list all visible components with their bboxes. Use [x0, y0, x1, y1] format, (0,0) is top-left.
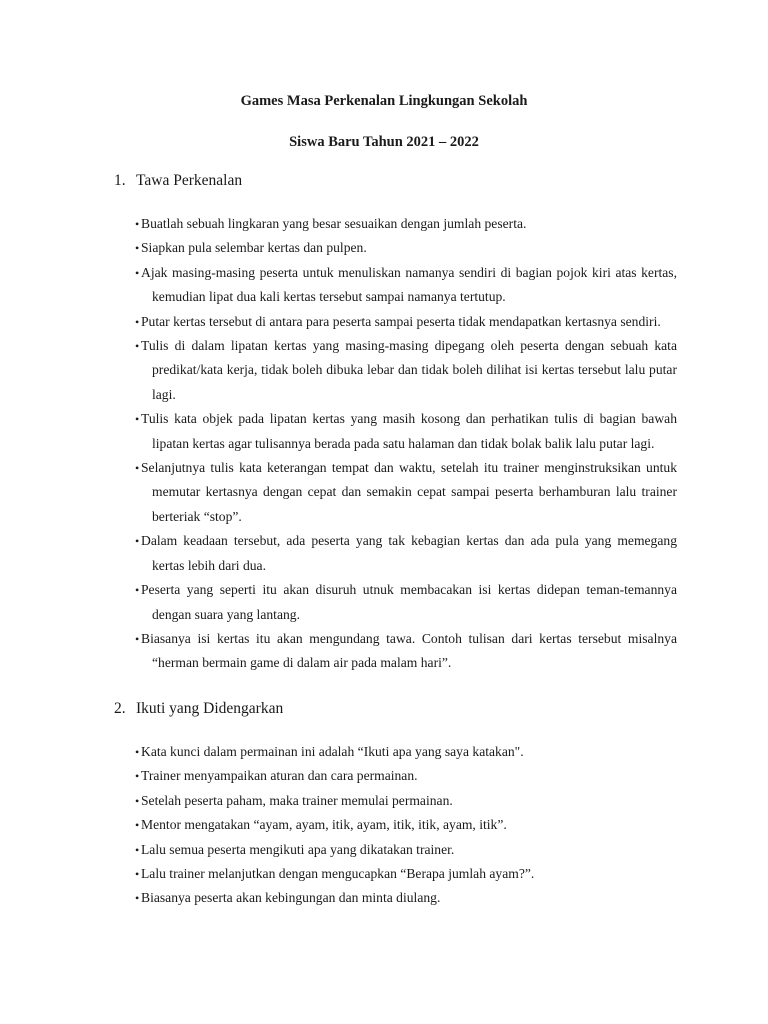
list-item: • Ajak masing-masing peserta untuk menuliskan namanya sendiri di bagian pojok kiri atas kertas, kemudian lipat dua kali kertas tersebut sampai namanya tertutup.	[130, 261, 677, 310]
list-item: • Kata kunci dalam permainan ini adalah “Ikuti apa yang saya katakan".	[130, 740, 677, 764]
bullet-icon: •	[135, 314, 140, 329]
section-title: Tawa Perkenalan	[136, 172, 243, 189]
section-number: 2.	[114, 700, 126, 717]
section-number: 1.	[114, 172, 126, 189]
bullet-icon: •	[135, 631, 140, 646]
list-item: • Biasanya isi kertas itu akan mengundang tawa. Contoh tulisan dari kertas tersebut misalnya “herman bermain game di dalam air pada malam hari”.	[130, 627, 677, 676]
list-item: • Tulis di dalam lipatan kertas yang masing-masing dipegang oleh peserta dengan sebuah kata predikat/kata kerja, tidak boleh dibuka lebar dan tidak boleh dilihat isi kertas tersebut lalu putar lagi.	[130, 334, 677, 407]
list-item: • Tulis kata objek pada lipatan kertas yang masih kosong dan perhatikan tulis di bagian bawah lipatan kertas agar tulisannya berada pada satu halaman dan tidak bolak balik lalu putar lagi.	[130, 407, 677, 456]
bullet-icon: •	[135, 241, 140, 256]
section-1-list	[130, 212, 677, 676]
list-item: • Biasanya peserta akan kebingungan dan minta diulang.	[130, 886, 677, 910]
bullet-icon: •	[135, 534, 140, 549]
list-item: • Lalu semua peserta mengikuti apa yang dikatakan trainer.	[130, 838, 677, 862]
list-item: • Mentor mengatakan “ayam, ayam, itik, ayam, itik, itik, ayam, itik”.	[130, 813, 677, 837]
list-item: • Siapkan pula selembar kertas dan pulpen.	[130, 236, 677, 260]
bullet-icon: •	[135, 583, 140, 598]
document-subtitle: Siswa Baru Tahun 2021 – 2022	[289, 134, 479, 150]
list-item: • Lalu trainer melanjutkan dengan mengucapkan “Berapa jumlah ayam?”.	[130, 862, 677, 886]
section-heading-ikuti-yang-didengarkan	[114, 700, 283, 718]
bullet-icon: •	[135, 891, 140, 906]
bullet-icon: •	[135, 867, 140, 882]
list-item: • Setelah peserta paham, maka trainer memulai permainan.	[130, 789, 677, 813]
bullet-icon: •	[135, 217, 140, 231]
list-item: • Trainer menyampaikan aturan dan cara permainan.	[130, 764, 677, 788]
section-heading-tawa-perkenalan	[114, 172, 242, 190]
bullet-icon: •	[135, 265, 140, 280]
list-item: • Buatlah sebuah lingkaran yang besar sesuaikan dengan jumlah peserta.	[130, 212, 677, 236]
bullet-icon: •	[135, 842, 140, 857]
bullet-icon: •	[135, 412, 140, 427]
section-2-list	[130, 740, 677, 911]
document-title: Games Masa Perkenalan Lingkungan Sekolah	[240, 93, 528, 109]
list-item: • Peserta yang seperti itu akan disuruh utnuk membacakan isi kertas didepan teman-temannya dengan suara yang lantang.	[130, 578, 677, 627]
bullet-icon: •	[135, 461, 140, 476]
list-item: • Selanjutnya tulis kata keterangan tempat dan waktu, setelah itu trainer menginstruksikan untuk memutar kertasnya dengan cepat dan semakin cepat sampai peserta berhamburan lalu trainer berteriak “stop”.	[130, 456, 677, 529]
bullet-icon: •	[135, 769, 140, 784]
list-item: • Putar kertas tersebut di antara para peserta sampai peserta tidak mendapatkan kertasnya sendiri.	[130, 310, 677, 334]
bullet-icon: •	[135, 793, 140, 808]
bullet-icon: •	[135, 745, 140, 759]
list-item: • Dalam keadaan tersebut, ada peserta yang tak kebagian kertas dan ada pula yang memegang kertas lebih dari dua.	[130, 529, 677, 578]
bullet-icon: •	[135, 339, 140, 354]
section-title: Ikuti yang Didengarkan	[136, 700, 284, 717]
bullet-icon: •	[135, 818, 140, 833]
